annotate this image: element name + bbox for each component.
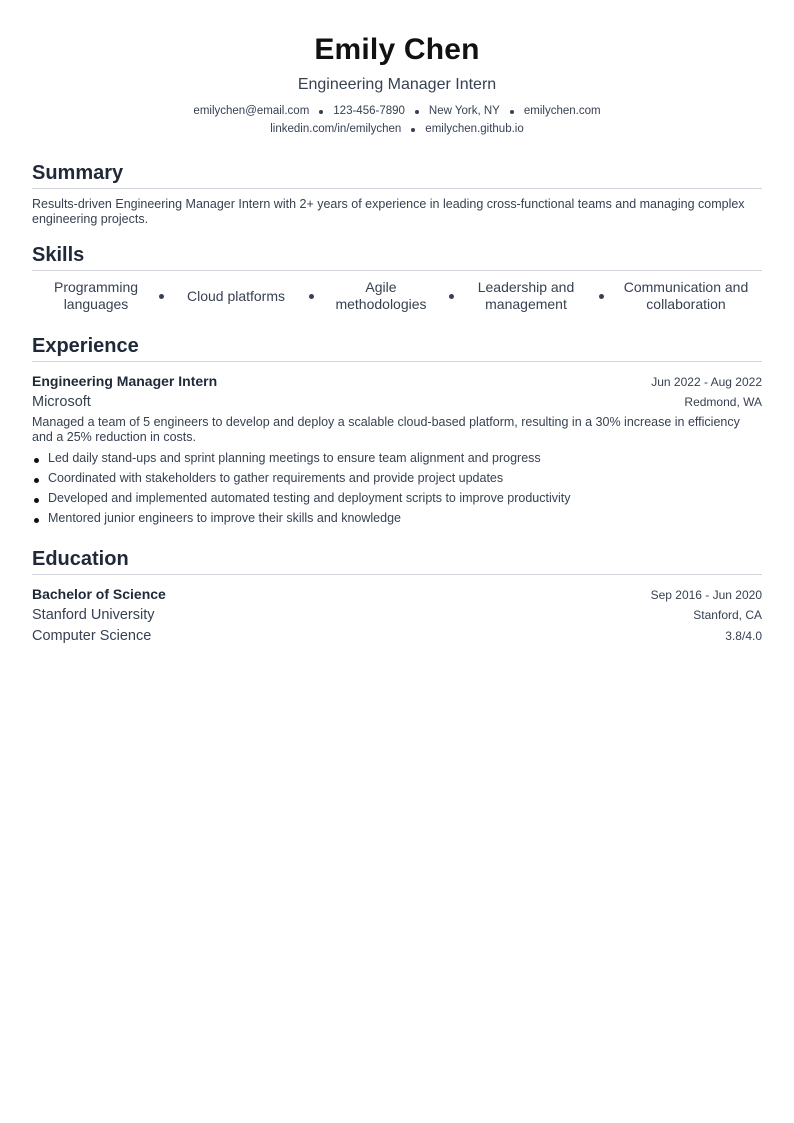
bullet-text: Led daily stand-ups and sprint planning meetings to ensure team alignment and progress [48,451,541,465]
website-link[interactable]: emilychen.com [523,105,601,117]
separator-dot [415,110,419,114]
education-school-row [32,605,762,626]
job-company: Microsoft [32,394,91,410]
bullet-icon [34,518,39,523]
candidate-name: Emily Chen [314,33,480,66]
separator-dot [159,294,164,299]
separator-dot [319,110,323,114]
phone-number[interactable]: 123-456-7890 [333,105,405,117]
section-heading: Experience [32,334,762,362]
experience-section [32,334,762,528]
candidate-role: Engineering Manager Intern [297,76,497,93]
github-link[interactable]: emilychen.github.io [425,123,524,135]
skill-item: Leadership and management [477,279,575,312]
skill-item: Communication and collaboration [623,279,749,312]
job-location: Redmond, WA [684,395,762,409]
skills-list [32,279,762,313]
resume-page [32,0,762,647]
list-item [32,508,762,528]
skill-item: Agile methodologies [335,279,427,312]
separator-dot [309,294,314,299]
separator-dot [599,294,604,299]
skill-item: Cloud platforms [186,287,286,304]
bullet-text: Mentored junior engineers to improve their skills and knowledge [48,511,401,525]
skills-section [32,243,762,313]
education-header [32,584,762,605]
degree: Bachelor of Science [32,586,166,602]
bullet-icon [34,478,39,483]
job-title: Engineering Manager Intern [32,373,218,389]
list-item [32,448,762,468]
school-location: Stanford, CA [693,608,762,622]
list-item [32,488,762,508]
gpa: 3.8/4.0 [725,629,762,643]
field-of-study: Computer Science [32,628,152,644]
separator-dot [411,128,415,132]
school-name: Stanford University [32,607,155,623]
skill-item: Programming languages [53,279,139,312]
job-company-row [32,392,762,413]
list-item [32,468,762,488]
separator-dot [449,294,454,299]
summary-text: Results-driven Engineering Manager Intern with 2+ years of experience in leading cross-functional teams and managing complex engineering projects. [32,197,745,226]
contact-line-2 [32,120,762,138]
education-dates: Sep 2016 - Jun 2020 [650,588,762,602]
bullet-icon [34,458,39,463]
education-section [32,547,762,647]
separator-dot [510,110,514,114]
job-bullets [32,448,762,528]
job-dates: Jun 2022 - Aug 2022 [651,375,762,389]
section-heading: Education [32,547,762,575]
bullet-text: Developed and implemented automated testing and deployment scripts to improve productivity [48,491,571,505]
contact-line-1 [32,102,762,120]
email-link[interactable]: emilychen@email.com [193,105,310,117]
bullet-icon [34,498,39,503]
job-header [32,371,762,392]
section-heading: Summary [32,161,762,189]
section-heading: Skills [32,243,762,271]
bullet-text: Coordinated with stakeholders to gather requirements and provide project updates [48,471,504,485]
summary-section [32,161,762,227]
linkedin-link[interactable]: linkedin.com/in/emilychen [270,123,402,135]
location: New York, NY [428,105,500,117]
job-description: Managed a team of 5 engineers to develop and deploy a scalable cloud-based platform, resulting in a 30% increase in efficiency and a 25% reduction in costs. [32,415,740,444]
resume-header [32,32,762,138]
education-field-row [32,626,762,647]
